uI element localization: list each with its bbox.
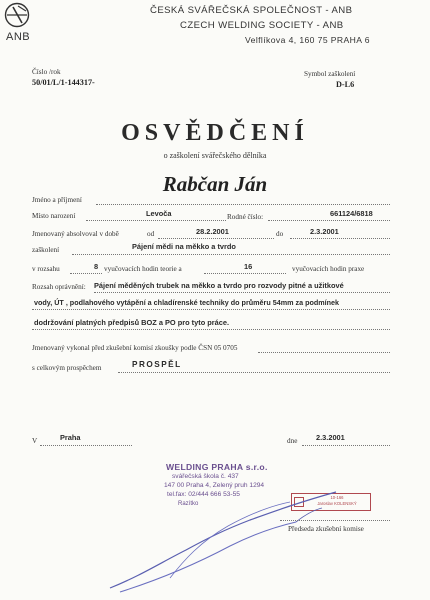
result-label: s celkovým prospěchem [32,364,102,372]
place-value: Praha [60,433,81,442]
theory-hours: 8 [94,262,99,271]
period-from-dotted-line [158,238,274,239]
chair-label: Předseda zkušební komise [288,525,364,533]
training-dotted-line [72,254,390,255]
stamp-signer: Razítko [178,501,199,507]
practice-dotted-line [204,273,286,274]
birthplace-value: Levoča [146,209,172,218]
practice-label: vyučovacích hodin praxe [292,265,365,273]
place-dotted-line [40,445,132,446]
authority-dotted-line-1 [94,292,390,293]
logo-label: ANB [6,31,31,43]
document-subtitle: o zaškolení svářečského dělníka [163,151,267,160]
period-label: Jmenovaný absolvoval v době [32,230,119,238]
period-to-label: do [276,230,284,238]
stamp-title: WELDING PRAHA s.r.o. [166,462,268,472]
result-dotted-line [118,372,390,373]
theory-label: vyučovacích hodin teorie a [104,265,182,273]
scope-label: v rozsahu [32,265,60,273]
authority-dotted-line-2 [32,309,390,310]
authority-label: Rozsah oprávnění: [32,283,86,291]
period-from-value: 28.2.2001 [196,227,229,236]
birthnum-value: 661124/6818 [330,209,373,218]
name-label: Jméno a příjmení [32,196,82,204]
chair-signature-line [280,520,390,521]
place-label: V [32,437,38,445]
training-label: zaškolení [32,246,60,254]
symbol-value: D-L6 [336,80,355,89]
exam-dotted-line [258,352,390,353]
org-name-en: CZECH WELDING SOCIETY - ANB [180,20,344,31]
period-to-value: 2.3.2001 [310,227,339,236]
number-value: 50/01/L/1-144317- [32,78,95,87]
stamp-line-3: tel.fax: 02/444 666 53-55 [167,491,240,498]
training-value: Pájení mědi na měkko a tvrdo [132,242,236,251]
authority-line-1: Pájení měděných trubek na měkko a tvrdo pro rozvody pitné a užitkové [94,281,344,290]
stamp-line-1: svářečská škola č. 437 [172,473,239,480]
practice-hours: 16 [244,262,253,271]
number-label: Číslo /rok [32,68,61,76]
date-label: dne [287,437,298,445]
examiner-stamp-line-2: Jaroslav KOLENSKÝ [317,501,357,506]
symbol-label: Symbol zaškolení [304,70,356,78]
result-value: PROSPĚL [132,360,182,369]
theory-dotted-line [70,273,102,274]
signature [100,480,360,598]
period-from-label: od [147,230,155,238]
period-to-dotted-line [290,238,390,239]
authority-dotted-line-3 [32,329,390,330]
exam-label: Jmenovaný vykonal před zkušební komisí zkoušky podle ČSN 05 0705 [32,344,238,352]
birthnum-label: Rodné číslo: [227,213,264,221]
welding-society-logo [4,2,30,28]
birthplace-dotted-line [86,220,226,221]
authority-line-2: vody, ÚT , podlahového vytápění a chladírenské techniky do průměru 54mm za podmínek [34,298,340,307]
recipient-name: Rabčan Ján [162,172,268,196]
date-value: 2.3.2001 [316,433,345,442]
stamp-line-2: 147 00 Praha 4, Zelený pruh 1294 [164,482,265,489]
org-name-cz: ČESKÁ SVÁŘEČSKÁ SPOLEČNOST - ANB [150,5,353,16]
authority-line-3: dodržování platných předpisů BOZ a PO pro tyto práce. [34,318,230,327]
birthplace-label: Místo narození [32,212,76,220]
name-dotted-line [96,204,390,205]
birthnum-dotted-line [268,220,390,221]
document-title: OSVĚDČENÍ [121,120,309,146]
examiner-stamp-line-1: 10-166 [330,495,344,500]
org-address: Velflíkova 4, 160 75 PRAHA 6 [245,35,370,45]
date-dotted-line [302,445,390,446]
